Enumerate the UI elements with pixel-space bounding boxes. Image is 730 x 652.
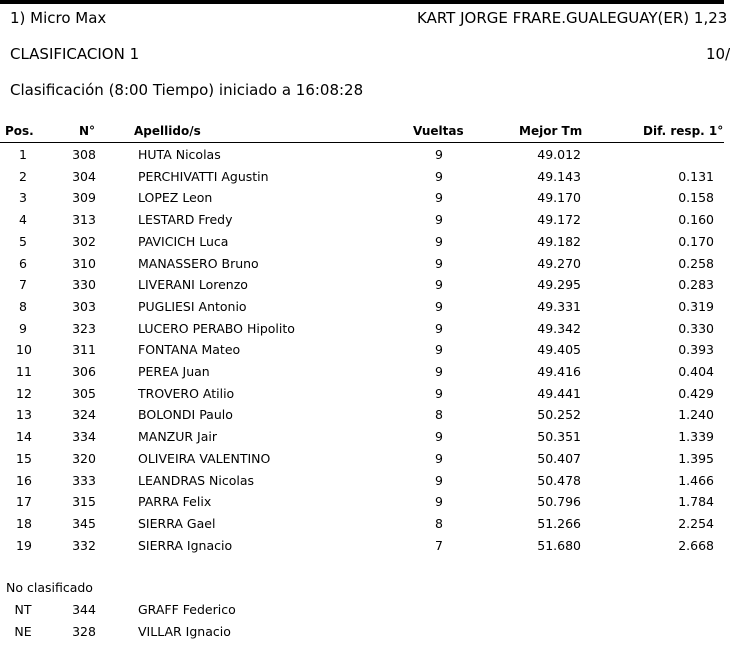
- cell-name: VILLAR Ignacio: [138, 624, 231, 639]
- cell-pos: 7: [19, 277, 27, 293]
- cell-best-time: 49.172: [537, 212, 581, 228]
- venue-title: KART JORGE FRARE.GUALEGUAY(ER) 1,23: [417, 9, 728, 27]
- cell-diff: 0.404: [678, 364, 714, 379]
- cell-number: 310: [72, 255, 96, 271]
- cell-laps: 8: [435, 515, 443, 531]
- cell-pos: 1: [19, 147, 27, 162]
- table-row: [0, 449, 724, 471]
- cell-laps: 9: [435, 168, 443, 184]
- cell-best-time: 50.407: [537, 450, 581, 466]
- cell-pos: 13: [16, 407, 32, 423]
- cell-laps: 9: [435, 385, 443, 401]
- cell-laps: 7: [435, 537, 443, 553]
- cell-best-time: 51.680: [537, 537, 581, 553]
- cell-diff: 0.170: [678, 233, 714, 249]
- cell-best-time: 49.416: [537, 364, 581, 379]
- cell-number: 303: [72, 298, 96, 314]
- cell-diff: 1.466: [678, 472, 714, 488]
- cell-name: PERCHIVATTI Agustin: [138, 168, 269, 184]
- table-row: [0, 297, 724, 319]
- cell-diff: 1.784: [678, 494, 714, 510]
- cell-number: 320: [72, 450, 96, 466]
- top-rule: [0, 0, 724, 4]
- cell-best-time: 49.342: [537, 320, 581, 336]
- cell-pos: 2: [19, 168, 27, 184]
- cell-name: PEREA Juan: [138, 364, 210, 379]
- cell-diff: 0.283: [678, 277, 714, 293]
- cell-status: NT: [14, 602, 32, 617]
- cell-number: 332: [72, 537, 96, 553]
- cell-diff: 1.395: [678, 450, 714, 466]
- col-header-diff: Dif. resp. 1°: [643, 124, 724, 138]
- cell-number: 305: [72, 385, 96, 401]
- cell-number: 313: [72, 212, 96, 228]
- table-row: [0, 232, 724, 254]
- table-row: [0, 600, 724, 622]
- cell-laps: 9: [435, 429, 443, 445]
- cell-laps: 9: [435, 472, 443, 488]
- cell-pos: 19: [16, 537, 32, 553]
- cell-diff: 0.258: [678, 255, 714, 271]
- cell-diff: 2.254: [678, 515, 714, 531]
- table-row: [0, 622, 724, 644]
- col-header-pos: Pos.: [5, 124, 34, 138]
- cell-pos: 4: [19, 212, 27, 228]
- cell-pos: 12: [16, 385, 32, 401]
- cell-pos: 3: [19, 190, 27, 206]
- table-row: [0, 340, 724, 362]
- table-row: [0, 210, 724, 232]
- cell-diff: 0.160: [678, 212, 714, 228]
- cell-best-time: 50.796: [537, 494, 581, 510]
- cell-diff: 0.319: [678, 298, 714, 314]
- cell-pos: 9: [19, 320, 27, 336]
- cell-pos: 18: [16, 515, 32, 531]
- table-row: [0, 275, 724, 297]
- not-classified-label: No clasificado: [6, 580, 93, 595]
- cell-laps: 9: [435, 190, 443, 206]
- table-row: [0, 536, 724, 558]
- cell-diff: 0.131: [678, 168, 714, 184]
- col-header-best: Mejor Tm: [519, 124, 583, 138]
- cell-number: 311: [72, 342, 96, 358]
- cell-pos: 6: [19, 255, 27, 271]
- cell-diff: 1.240: [678, 407, 714, 423]
- event-title: 1) Micro Max: [10, 9, 107, 27]
- cell-number: 333: [72, 472, 96, 488]
- cell-laps: 9: [435, 494, 443, 510]
- cell-number: 344: [72, 602, 96, 617]
- cell-name: OLIVEIRA VALENTINO: [138, 450, 271, 466]
- cell-name: LUCERO PERABO Hipolito: [138, 320, 295, 336]
- cell-best-time: 49.182: [537, 233, 581, 249]
- cell-name: GRAFF Federico: [138, 602, 236, 617]
- cell-diff: 0.393: [678, 342, 714, 358]
- cell-number: 302: [72, 233, 96, 249]
- table-row: [0, 167, 724, 189]
- cell-best-time: 49.405: [537, 342, 581, 358]
- cell-name: PARRA Felix: [138, 494, 212, 510]
- cell-diff: 0.158: [678, 190, 714, 206]
- cell-number: 306: [72, 364, 96, 379]
- cell-best-time: 49.170: [537, 190, 581, 206]
- session-info: Clasificación (8:00 Tiempo) iniciado a 16:08:28: [10, 81, 364, 99]
- cell-name: PUGLIESI Antonio: [138, 298, 247, 314]
- cell-name: LOPEZ Leon: [138, 190, 213, 206]
- cell-number: 304: [72, 168, 96, 184]
- cell-number: 334: [72, 429, 96, 445]
- cell-laps: 9: [435, 342, 443, 358]
- cell-name: LEANDRAS Nicolas: [138, 472, 255, 488]
- table-row: [0, 405, 724, 427]
- cell-pos: 11: [16, 364, 32, 379]
- cell-name: HUTA Nicolas: [138, 147, 221, 162]
- cell-best-time: 51.266: [537, 515, 581, 531]
- cell-best-time: 49.331: [537, 298, 581, 314]
- cell-status: NE: [14, 624, 32, 639]
- cell-laps: 9: [435, 147, 443, 162]
- cell-number: 324: [72, 407, 96, 423]
- cell-name: MANZUR Jair: [138, 429, 218, 445]
- table-row: [0, 492, 724, 514]
- cell-laps: 9: [435, 320, 443, 336]
- cell-pos: 16: [16, 472, 32, 488]
- cell-number: 328: [72, 624, 96, 639]
- cell-laps: 9: [435, 277, 443, 293]
- col-header-laps: Vueltas: [413, 124, 464, 138]
- cell-number: 323: [72, 320, 96, 336]
- col-header-num: N°: [79, 124, 96, 138]
- cell-best-time: 49.441: [537, 385, 581, 401]
- cell-laps: 9: [435, 212, 443, 228]
- table-row: [0, 471, 724, 493]
- cell-diff: 0.330: [678, 320, 714, 336]
- cell-best-time: 49.270: [537, 255, 581, 271]
- cell-laps: 9: [435, 364, 443, 379]
- cell-pos: 15: [16, 450, 32, 466]
- cell-laps: 8: [435, 407, 443, 423]
- table-row: [0, 145, 724, 167]
- cell-best-time: 49.012: [537, 147, 581, 162]
- cell-laps: 9: [435, 450, 443, 466]
- cell-laps: 9: [435, 255, 443, 271]
- cell-diff: 1.339: [678, 429, 714, 445]
- header-rule: [0, 142, 724, 143]
- col-header-name: Apellido/s: [134, 124, 201, 138]
- cell-diff: 0.429: [678, 385, 714, 401]
- cell-number: 330: [72, 277, 96, 293]
- cell-name: PAVICICH Luca: [138, 233, 229, 249]
- table-row: [0, 319, 724, 341]
- cell-name: LESTARD Fredy: [138, 212, 233, 228]
- cell-name: TROVERO Atilio: [138, 385, 235, 401]
- table-row: [0, 188, 724, 210]
- cell-pos: 8: [19, 298, 27, 314]
- cell-best-time: 50.478: [537, 472, 581, 488]
- cell-laps: 9: [435, 298, 443, 314]
- cell-pos: 10: [16, 342, 32, 358]
- session-date: 10/: [706, 45, 730, 63]
- cell-name: FONTANA Mateo: [138, 342, 241, 358]
- cell-best-time: 50.351: [537, 429, 581, 445]
- cell-best-time: 50.252: [537, 407, 581, 423]
- cell-best-time: 49.295: [537, 277, 581, 293]
- cell-name: SIERRA Ignacio: [138, 537, 233, 553]
- cell-number: 315: [72, 494, 96, 510]
- cell-number: 345: [72, 515, 96, 531]
- cell-number: 308: [72, 147, 96, 162]
- cell-name: BOLONDI Paulo: [138, 407, 233, 423]
- cell-name: SIERRA Gael: [138, 515, 216, 531]
- cell-pos: 14: [16, 429, 32, 445]
- cell-pos: 17: [16, 494, 32, 510]
- cell-name: LIVERANI Lorenzo: [138, 277, 248, 293]
- session-title: CLASIFICACION 1: [10, 45, 140, 63]
- cell-best-time: 49.143: [537, 168, 581, 184]
- table-row: [0, 254, 724, 276]
- cell-laps: 9: [435, 233, 443, 249]
- table-row: [0, 427, 724, 449]
- table-row: [0, 362, 724, 384]
- cell-name: MANASSERO Bruno: [138, 255, 259, 271]
- cell-diff: 2.668: [678, 537, 714, 553]
- table-row: [0, 384, 724, 406]
- table-row: [0, 514, 724, 536]
- cell-pos: 5: [19, 233, 27, 249]
- cell-number: 309: [72, 190, 96, 206]
